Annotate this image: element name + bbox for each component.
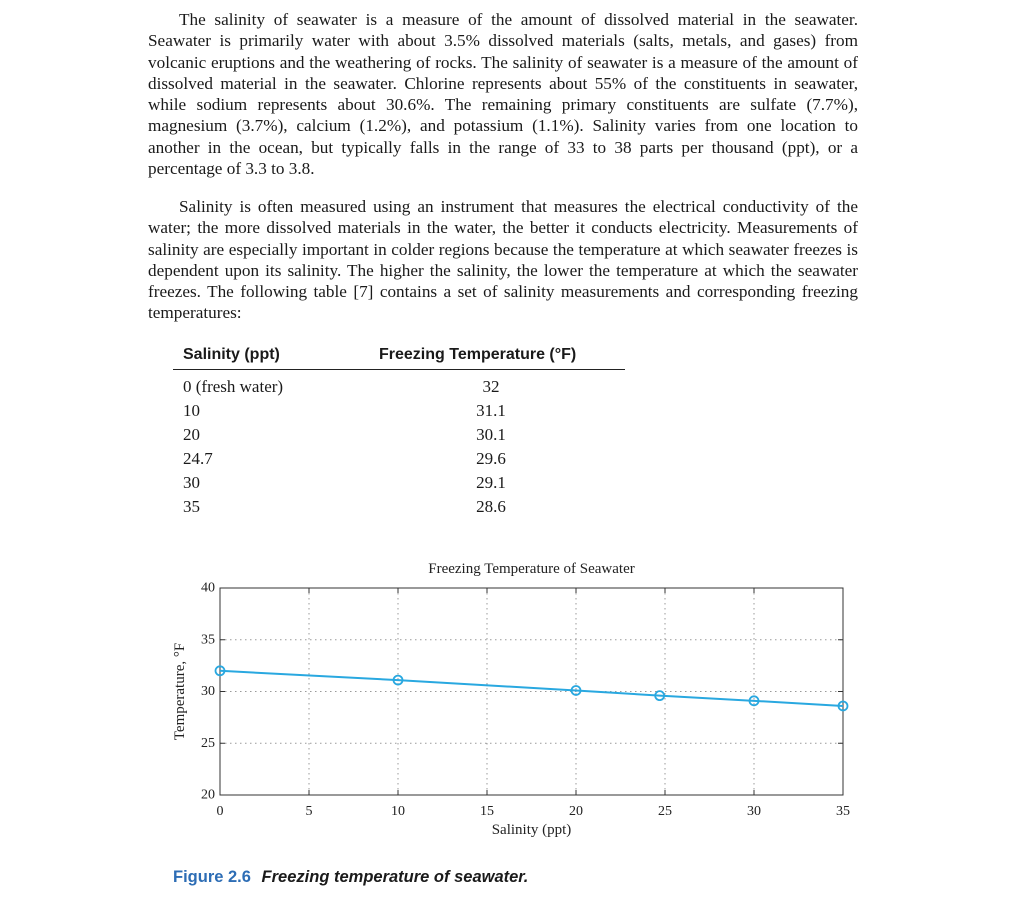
x-tick-label: 35 <box>836 804 850 819</box>
temperature-cell: 30.1 <box>476 425 506 444</box>
y-tick-label: 20 <box>201 787 215 803</box>
x-tick-label: 10 <box>391 804 405 819</box>
temperature-cell: 28.6 <box>476 497 506 516</box>
salinity-cell: 0 (fresh water) <box>183 377 284 396</box>
temperature-cell: 29.1 <box>476 473 506 492</box>
salinity-cell: 10 <box>183 401 200 420</box>
salinity-cell: 24.7 <box>183 449 213 468</box>
header-salinity: Salinity (ppt) <box>173 344 379 370</box>
table-row <box>173 471 625 495</box>
figure-caption <box>173 868 528 887</box>
y-axis-label: Temperature, °F <box>172 642 188 741</box>
table-row <box>173 399 625 423</box>
x-tick-label: 0 <box>216 804 224 819</box>
salinity-cell: 30 <box>183 473 200 492</box>
freezing-temperature-chart <box>160 550 880 850</box>
x-tick-label: 30 <box>747 804 761 819</box>
temperature-cell: 32 <box>482 377 500 396</box>
x-axis-label: Salinity (ppt) <box>491 822 572 838</box>
chart-title: Freezing Temperature of Seawater <box>428 561 635 577</box>
x-tick-label: 5 <box>305 804 313 819</box>
table-row <box>173 447 625 471</box>
salinity-table <box>173 344 625 519</box>
y-tick-label: 30 <box>201 684 215 699</box>
paragraph-1: The salinity of seawater is a measure of the amount of dissolved material in the seawater. Seawater is primarily water with about 3.5% dissolved materials (salts, metals, and gases) from volcanic eruptions and the weathering of rocks. The salinity of seawater is a measure of the amount of dissolved material in the seawater. Chlorine represents about 55% of the constituents in seawater, while sodium represents about 30.6%. The remaining primary constituents are sulfate (7.7%), magnesium (3.7%), calcium (1.2%), and potassium (1.1%). Salinity varies from one location to another in the ocean, but typically falls in the range of 33 to 38 parts per thousand (ppt), or a percentage of 3.3 to 3.8. <box>148 10 858 179</box>
y-tick-label: 40 <box>201 580 215 596</box>
table-row <box>173 370 625 400</box>
paragraph-2: Salinity is often measured using an instrument that measures the electrical conductivity of the water; the more dissolved materials in the water, the better it conducts electricity. Measurements of salinity are especially important in colder regions because the temperature at which seawater freezes is dependent upon its salinity. The higher the salinity, the lower the temperature at which the seawater freezes. The following table [7] contains a set of salinity measurements and corresponding freezing temperatures: <box>148 197 858 323</box>
x-tick-label: 20 <box>569 804 583 819</box>
temperature-cell: 29.6 <box>476 449 506 468</box>
salinity-cell: 35 <box>183 497 200 516</box>
table-header-row <box>173 344 625 370</box>
figure-label: Figure 2.6 <box>173 868 251 886</box>
header-freezing-temperature: Freezing Temperature (°F) <box>379 344 625 370</box>
table-row <box>173 423 625 447</box>
figure-caption-text: Freezing temperature of seawater. <box>261 868 529 886</box>
x-tick-label: 25 <box>658 804 672 819</box>
x-tick-label: 15 <box>480 804 494 819</box>
y-tick-label: 25 <box>201 735 215 751</box>
temperature-cell: 31.1 <box>476 401 506 420</box>
salinity-cell: 20 <box>183 425 200 444</box>
y-tick-label: 35 <box>201 632 215 648</box>
table-row <box>173 495 625 519</box>
